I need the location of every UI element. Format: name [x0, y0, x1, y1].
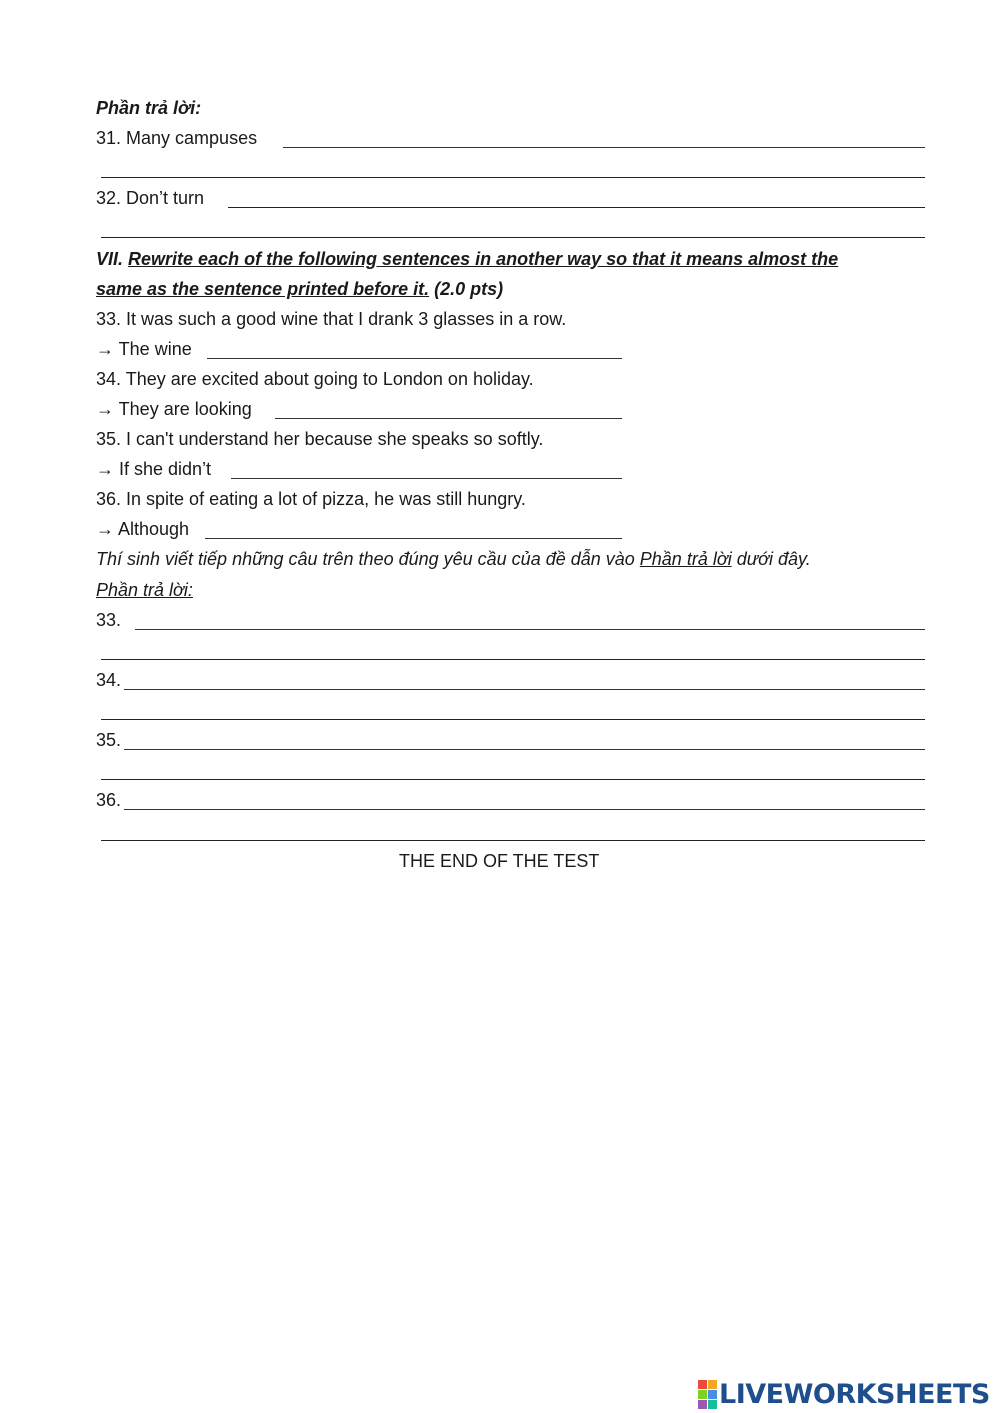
question-33-rewrite: → The wine [96, 339, 192, 359]
answer-31-line[interactable] [283, 147, 925, 148]
section-vii-instruction-text: Rewrite each of the following sentences in another way so that it means almost the [128, 249, 839, 269]
answer-36-line-2[interactable] [101, 840, 925, 841]
answer-31-prompt: 31. Many campuses [96, 128, 258, 148]
answer-32-prompt: 32. Don’t turn [96, 188, 205, 208]
question-34-sentence: 34. They are excited about going to London on holiday. [96, 369, 534, 389]
liveworksheets-logo[interactable] [698, 1379, 990, 1409]
section-vii-number: VII. [96, 249, 124, 269]
answer-34-number: 34. [96, 670, 122, 690]
answer-33-number: 33. [96, 610, 122, 630]
end-of-test: THE END OF THE TEST [399, 851, 600, 871]
answer-33-line-2[interactable] [101, 659, 925, 660]
question-35-sentence: 35. I can't understand her because she speaks so softly. [96, 429, 544, 449]
answer-35-line[interactable] [124, 749, 925, 750]
answer-33-line[interactable] [135, 629, 925, 630]
answer-35-line-2[interactable] [101, 779, 925, 780]
logo-text: LIVEWORKSHEETS [719, 1378, 990, 1410]
note-link: Phần trả lời [639, 549, 732, 569]
question-36-sentence: 36. In spite of eating a lot of pizza, he was still hungry. [96, 489, 526, 509]
question-35-rewrite: → If she didn’t [96, 459, 212, 479]
section-vii-instruction-line1 [96, 248, 838, 270]
answer-heading-2: Phần trả lời: [96, 580, 193, 600]
question-35-blank[interactable] [231, 478, 622, 479]
answer-heading-1: Phần trả lời: [96, 98, 202, 118]
answer-34-line[interactable] [124, 689, 925, 690]
logo-blocks-icon [698, 1380, 717, 1409]
question-36-blank[interactable] [205, 538, 622, 539]
note-part2: dưới đây. [731, 549, 811, 569]
question-33-blank[interactable] [207, 358, 622, 359]
section-vii-points: (2.0 pts) [434, 279, 504, 299]
question-34-blank[interactable] [275, 418, 622, 419]
answer-36-line[interactable] [124, 809, 925, 810]
answer-31-line-2[interactable] [101, 177, 925, 178]
answer-32-line-2[interactable] [101, 237, 925, 238]
answer-35-number: 35. [96, 730, 122, 750]
answer-36-number: 36. [96, 790, 122, 810]
note-part1: Thí sinh viết tiếp những câu trên theo đúng yêu cầu của đề dẫn vào [96, 549, 640, 569]
question-36-rewrite: → Although [96, 519, 190, 539]
section-vii-instruction-text-2: same as the sentence printed before it. [96, 279, 430, 299]
section-vii-note [96, 548, 811, 570]
question-34-rewrite: → They are looking [96, 399, 252, 419]
section-vii-instruction-line2 [96, 278, 503, 300]
answer-34-line-2[interactable] [101, 719, 925, 720]
question-33-sentence: 33. It was such a good wine that I drank 3 glasses in a row. [96, 309, 567, 329]
answer-32-line[interactable] [228, 207, 925, 208]
